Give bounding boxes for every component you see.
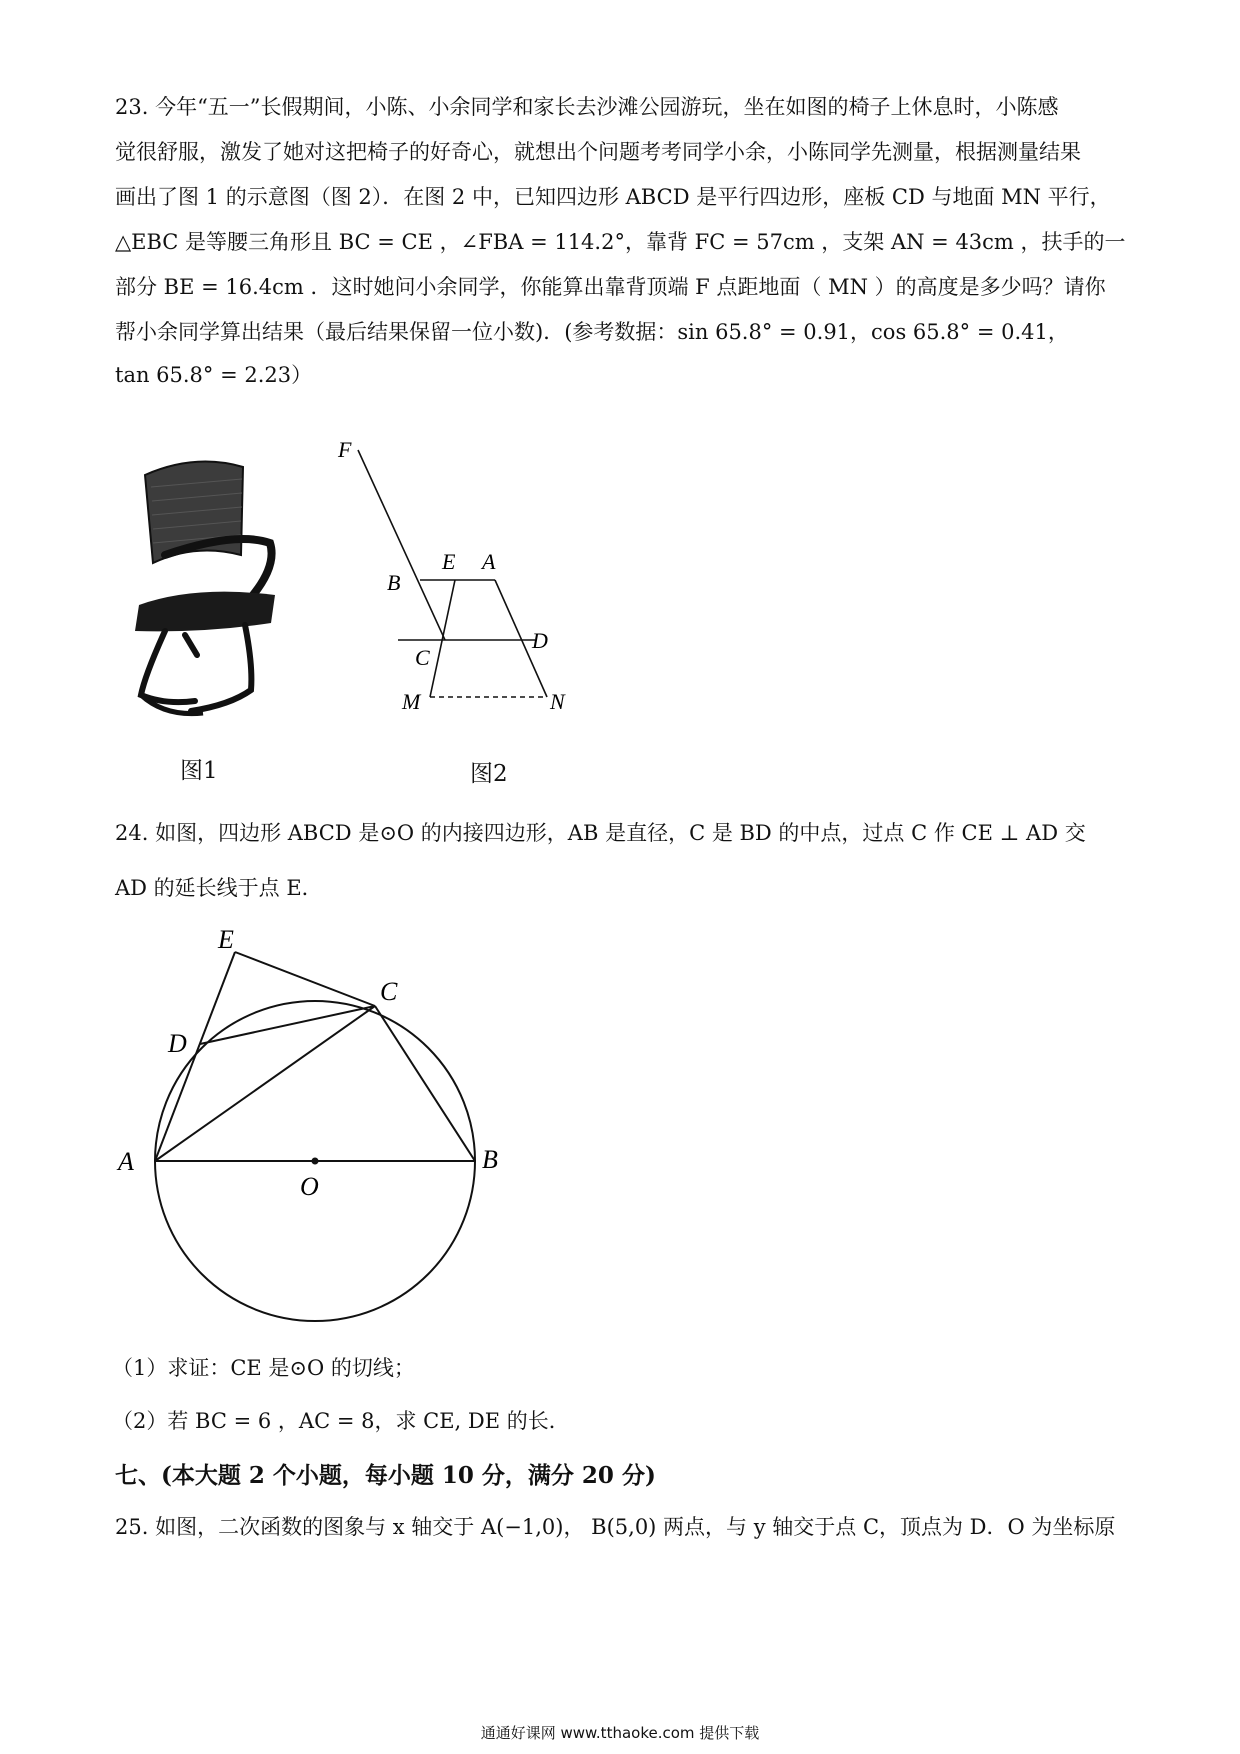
segment-CB bbox=[375, 1006, 475, 1161]
figure-2-caption: 图2 bbox=[470, 761, 508, 787]
label-O: O bbox=[300, 1172, 319, 1201]
q24-text-line-2: AD 的延长线于点 E． bbox=[115, 876, 323, 900]
center-point-O bbox=[312, 1158, 319, 1165]
label-C: C bbox=[415, 645, 430, 670]
q24-text-line-1: 24. 如图，四边形 ABCD 是⊙O 的内接四边形，AB 是直径，C 是 BD 的中点，过点 C 作 CE ⊥ AD 交 bbox=[115, 821, 1086, 845]
q23-text-line-4: △EBC 是等腰三角形且 BC = CE ，∠FBA = 114.2°，靠背 FC = 57cm ，支架 AN = 43cm ，扶手的一 bbox=[115, 230, 1126, 254]
label-E: E bbox=[218, 925, 234, 954]
page-footer: 通通好课网 www.tthaoke.com 提供下载 bbox=[480, 1724, 760, 1742]
section-7-heading: 七、(本大题 2 个小题，每小题 10 分，满分 20 分) bbox=[115, 1462, 656, 1489]
figure-2-diagram bbox=[320, 435, 590, 725]
segment-AE bbox=[155, 952, 235, 1161]
figure-1-caption: 图1 bbox=[180, 758, 218, 784]
segment-FC bbox=[358, 450, 445, 640]
label-E: E bbox=[442, 549, 456, 574]
label-B: B bbox=[387, 570, 401, 595]
label-M: M bbox=[402, 689, 421, 714]
circle-diagram bbox=[110, 920, 530, 1340]
q25-text-line-1: 25. 如图，二次函数的图象与 x 轴交于 A(−1,0)， B(5,0) 两点，与 y 轴交于点 C，顶点为 D．O 为坐标原 bbox=[115, 1515, 1116, 1539]
label-D: D bbox=[168, 1029, 187, 1058]
segment-EC bbox=[235, 952, 375, 1006]
chair-photo bbox=[125, 455, 295, 725]
label-D: D bbox=[532, 628, 548, 653]
label-A: A bbox=[118, 1147, 134, 1176]
q23-text-line-2: 觉很舒服，激发了她对这把椅子的好奇心，就想出个问题考考同学小余，小陈同学先测量，根据测量结果 bbox=[115, 140, 1081, 164]
q23-text-line-7: tan 65.8° = 2.23） bbox=[115, 363, 313, 387]
label-F: F bbox=[338, 437, 352, 462]
q23-text-line-1: 23. 今年“五一”长假期间，小陈、小余同学和家长去沙滩公园游玩，坐在如图的椅子上休息时，小陈感 bbox=[115, 95, 1059, 119]
q23-text-line-5: 部分 BE = 16.4cm ．这时她问小余同学，你能算出靠背顶端 F 点距地面（ MN ）的高度是多少吗？请你 bbox=[115, 275, 1106, 299]
segment-EM bbox=[430, 580, 455, 697]
q23-text-line-3: 画出了图 1 的示意图（图 2）．在图 2 中，已知四边形 ABCD 是平行四边形，座板 CD 与地面 MN 平行， bbox=[115, 185, 1111, 209]
label-A: A bbox=[482, 549, 496, 574]
q24-part-2: （2）若 BC = 6 ，AC = 8，求 CE, DE 的长． bbox=[112, 1409, 570, 1433]
label-N: N bbox=[550, 689, 565, 714]
q23-text-line-6: 帮小余同学算出结果（最后结果保留一位小数)．(参考数据：sin 65.8° = 0.91，cos 65.8° = 0.41， bbox=[115, 320, 1069, 344]
chair-seat bbox=[135, 592, 275, 632]
label-C: C bbox=[380, 977, 398, 1006]
label-B: B bbox=[482, 1145, 498, 1174]
chair-legs bbox=[141, 625, 251, 711]
q24-part-1: （1）求证：CE 是⊙O 的切线； bbox=[112, 1356, 415, 1380]
